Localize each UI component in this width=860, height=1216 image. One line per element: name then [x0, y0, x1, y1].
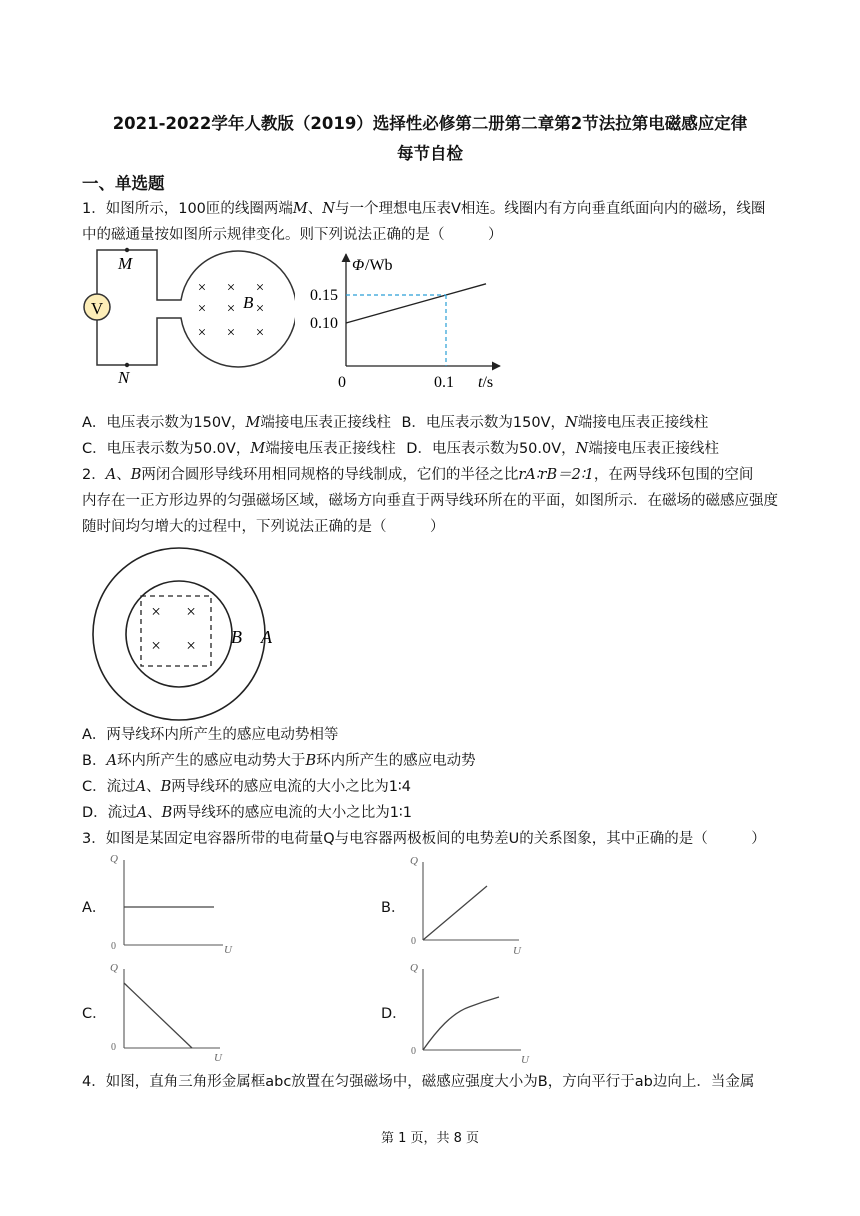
q1-flux-graph	[300, 248, 510, 393]
q4-stem: 4．如图，直角三角形金属框abc放置在匀强磁场中，磁感应强度大小为B，方向平行于ab边向上．当金属	[82, 1074, 755, 1090]
q1-text-b: 与一个理想电压表V相连。线圈内有方向垂直纸面向内的磁场，线圈	[334, 201, 766, 217]
q3-graph-c	[108, 955, 238, 1063]
q2-stem-line3: 随时间均匀增大的过程中，下列说法正确的是（ ）	[82, 519, 445, 535]
option-d[interactable]: D．流过A、B两导线环的感应电流的大小之比为1∶1	[82, 805, 413, 821]
page-title: 2021-2022学年人教版（2019）选择性必修第二册第二章第2节法拉第电磁感应定律	[112, 114, 748, 133]
option-b[interactable]: B．电压表示数为150V，N端接电压表正接线柱	[401, 415, 709, 431]
svg-text:U: U	[521, 1054, 529, 1065]
option-b[interactable]: B．	[381, 900, 406, 916]
cross-icon: ×	[186, 636, 196, 655]
svg-text:U: U	[214, 1052, 222, 1063]
svg-text:Q: Q	[110, 962, 118, 974]
cross-icon: ×	[197, 325, 207, 341]
q1-stem-line1	[82, 199, 807, 219]
cross-icon: ×	[151, 602, 161, 621]
svg-text:U: U	[513, 945, 521, 957]
x-tick-label: 0.1	[434, 374, 454, 391]
q1-n: N	[322, 201, 335, 217]
section-heading: 一、单选题	[82, 174, 165, 193]
svg-text:U: U	[224, 944, 232, 955]
flux-series-line	[346, 284, 486, 323]
option-c[interactable]: C．流过A、B两导线环的感应电流的大小之比为1∶4	[82, 779, 411, 795]
svg-text:Q: Q	[410, 855, 418, 867]
q3-graph-a	[108, 850, 238, 955]
x-tick-label: 0	[338, 374, 346, 391]
q1-stem-line2: 中的磁通量按如图所示规律变化。则下列说法正确的是（ ）	[82, 227, 503, 243]
q2-stem-line2: 内存在一正方形边界的匀强磁场区域，磁场方向垂直于两导线环所在的平面，如图所示．在磁场的磁感应强度	[82, 493, 778, 509]
svg-text:0: 0	[111, 1042, 116, 1053]
option-c[interactable]: C．	[82, 1006, 107, 1022]
x-axis-label: t/s	[478, 374, 494, 391]
cross-icon: ×	[186, 602, 196, 621]
cross-icon: ×	[255, 280, 265, 296]
cross-icon: ×	[226, 301, 236, 317]
q1-n-label: N	[118, 368, 130, 385]
q1-circuit-figure	[80, 245, 295, 385]
cross-icon: ×	[226, 325, 236, 341]
q2-ratio: rA∶rB＝2∶1	[518, 467, 594, 483]
q1-m-label: M	[118, 254, 133, 273]
option-d[interactable]: D．电压表示数为50.0V，N端接电压表正接线柱	[406, 441, 719, 457]
option-c[interactable]: C．电压表示数为50.0V，M端接电压表正接线柱	[82, 441, 396, 457]
q2-rings-figure	[85, 542, 285, 722]
q3-stem: 3．如图是某固定电容器所带的电荷量Q与电容器两极板间的电势差U的关系图象，其中正确的是（ ）	[82, 831, 766, 847]
y-axis-label: Φ	[352, 257, 365, 274]
svg-text:0: 0	[411, 936, 416, 947]
option-b[interactable]: B．A环内所产生的感应电动势大于B环内所产生的感应电动势	[82, 753, 476, 769]
y-tick-label: 0.10	[310, 315, 338, 332]
y-tick-label: 0.15	[310, 287, 338, 304]
y-axis-label-unit: /Wb	[365, 257, 393, 274]
cross-icon: ×	[197, 280, 207, 296]
q1-sep: 、	[307, 201, 323, 217]
q1-options-ab	[82, 413, 807, 433]
svg-text:Q: Q	[110, 853, 118, 865]
cross-icon: ×	[255, 301, 265, 317]
svg-text:0: 0	[111, 941, 116, 952]
q2-a-label: A	[261, 627, 272, 647]
cross-icon: ×	[151, 636, 161, 655]
q1-number: 1．	[82, 201, 106, 217]
page-subtitle: 每节自检	[397, 144, 463, 163]
svg-text:Q: Q	[410, 962, 418, 974]
cross-icon: ×	[255, 325, 265, 341]
cross-icon: ×	[197, 301, 207, 317]
option-a[interactable]: A．	[82, 900, 107, 916]
q2-stem-line1: 2．A、B两闭合圆形导线环用相同规格的导线制成，它们的半径之比rA∶rB＝2∶1，在两导线环包围的空间	[82, 467, 754, 483]
q1-m: M	[292, 201, 308, 217]
q1-text-a: 如图所示，100匝的线圈两端	[105, 201, 293, 217]
q1-options-cd	[82, 439, 807, 459]
q3-graph-b	[407, 850, 537, 958]
svg-text:0: 0	[411, 1046, 416, 1057]
q2-number: 2．	[82, 467, 106, 483]
q3-graph-d	[407, 955, 537, 1065]
option-a[interactable]: A．两导线环内所产生的感应电动势相等	[82, 727, 339, 743]
q2-b-label: B	[231, 627, 242, 647]
q1-b-label: B	[243, 293, 254, 312]
option-d[interactable]: D．	[381, 1006, 407, 1022]
option-a[interactable]: A．电压表示数为150V，M端接电压表正接线柱	[82, 415, 391, 431]
page-footer: 第 1 页，共 8 页	[380, 1131, 480, 1146]
cross-icon: ×	[226, 280, 236, 296]
q1-v-label: V	[90, 299, 104, 318]
